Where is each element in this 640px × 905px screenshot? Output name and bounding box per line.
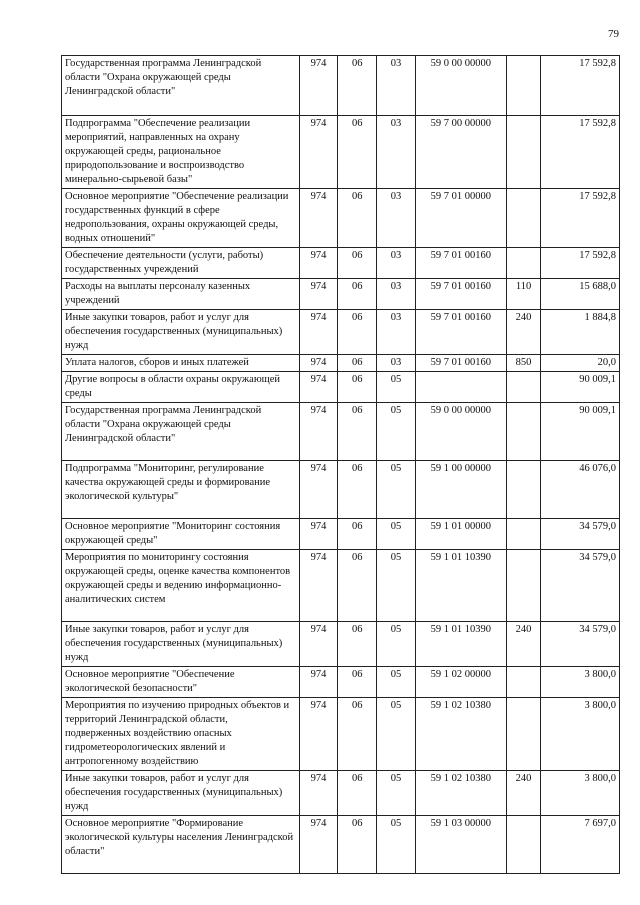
row-subsection-cell: 05: [377, 519, 416, 550]
row-subsection-cell: 03: [377, 116, 416, 189]
row-grbs-cell: 974: [299, 698, 338, 771]
table-row: [62, 116, 620, 189]
row-section-cell: 06: [338, 698, 377, 771]
row-name-cell: Основное мероприятие "Формирование экологической культуры населения Ленинградской области": [62, 816, 300, 874]
row-subsection-cell: 05: [377, 771, 416, 816]
row-amount-cell: 17 592,8: [541, 189, 620, 248]
row-amount-cell: 17 592,8: [541, 116, 620, 189]
row-section-cell: 06: [338, 279, 377, 310]
table-row: [62, 189, 620, 248]
table-row: [62, 372, 620, 403]
row-name-cell: Основное мероприятие "Обеспечение экологической безопасности": [62, 667, 300, 698]
row-expense-type-cell: 240: [506, 771, 541, 816]
row-expense-type-cell: [506, 116, 541, 189]
table-row: [62, 355, 620, 372]
row-name-cell: Подпрограмма "Обеспечение реализации мероприятий, направленных на охрану окружающей среды, рациональное природопользование и воспроизводство минерально-сырьевой базы": [62, 116, 300, 189]
row-target-article-cell: 59 1 01 00000: [415, 519, 506, 550]
row-name-cell: Мероприятия по изучению природных объектов и территорий Ленинградской области, подверженных воздействию опасных гидрометеорологических явлений и антропогенному воздействию: [62, 698, 300, 771]
row-expense-type-cell: [506, 372, 541, 403]
table-row: [62, 771, 620, 816]
page-number: 79: [608, 28, 619, 40]
row-amount-cell: 34 579,0: [541, 519, 620, 550]
row-grbs-cell: 974: [299, 519, 338, 550]
row-amount-cell: 15 688,0: [541, 279, 620, 310]
row-section-cell: 06: [338, 372, 377, 403]
row-section-cell: 06: [338, 519, 377, 550]
row-target-article-cell: 59 0 00 00000: [415, 403, 506, 461]
row-expense-type-cell: 240: [506, 622, 541, 667]
row-target-article-cell: 59 1 02 00000: [415, 667, 506, 698]
row-grbs-cell: 974: [299, 189, 338, 248]
row-amount-cell: 3 800,0: [541, 698, 620, 771]
row-expense-type-cell: [506, 248, 541, 279]
row-amount-cell: 20,0: [541, 355, 620, 372]
row-target-article-cell: 59 7 01 00160: [415, 310, 506, 355]
row-expense-type-cell: [506, 550, 541, 622]
row-grbs-cell: 974: [299, 771, 338, 816]
table-row: [62, 816, 620, 874]
row-expense-type-cell: [506, 403, 541, 461]
row-grbs-cell: 974: [299, 310, 338, 355]
row-target-article-cell: 59 7 00 00000: [415, 116, 506, 189]
row-section-cell: 06: [338, 403, 377, 461]
row-name-cell: Расходы на выплаты персоналу казенных учреждений: [62, 279, 300, 310]
row-section-cell: 06: [338, 771, 377, 816]
row-subsection-cell: 05: [377, 550, 416, 622]
table-row: [62, 667, 620, 698]
row-grbs-cell: 974: [299, 403, 338, 461]
row-amount-cell: 3 800,0: [541, 667, 620, 698]
row-name-cell: Подпрограмма "Мониторинг, регулирование качества окружающей среды и формирование экологической культуры": [62, 461, 300, 519]
table-row: [62, 461, 620, 519]
row-amount-cell: 34 579,0: [541, 550, 620, 622]
row-name-cell: Иные закупки товаров, работ и услуг для обеспечения государственных (муниципальных) нужд: [62, 310, 300, 355]
row-subsection-cell: 03: [377, 56, 416, 116]
row-grbs-cell: 974: [299, 355, 338, 372]
row-section-cell: 06: [338, 248, 377, 279]
row-section-cell: 06: [338, 816, 377, 874]
row-expense-type-cell: 850: [506, 355, 541, 372]
row-name-cell: Уплата налогов, сборов и иных платежей: [62, 355, 300, 372]
table-row: [62, 622, 620, 667]
row-subsection-cell: 05: [377, 372, 416, 403]
row-name-cell: Обеспечение деятельности (услуги, работы) государственных учреждений: [62, 248, 300, 279]
row-target-article-cell: 59 1 02 10380: [415, 698, 506, 771]
row-expense-type-cell: [506, 698, 541, 771]
row-name-cell: Иные закупки товаров, работ и услуг для обеспечения государственных (муниципальных) нужд: [62, 622, 300, 667]
row-subsection-cell: 03: [377, 310, 416, 355]
row-subsection-cell: 03: [377, 279, 416, 310]
row-target-article-cell: 59 1 01 10390: [415, 622, 506, 667]
row-name-cell: Другие вопросы в области охраны окружающей среды: [62, 372, 300, 403]
table-row: [62, 403, 620, 461]
row-name-cell: Государственная программа Ленинградской области "Охрана окружающей среды Ленинградской области": [62, 403, 300, 461]
row-target-article-cell: [415, 372, 506, 403]
row-target-article-cell: 59 7 01 00160: [415, 279, 506, 310]
row-name-cell: Основное мероприятие "Обеспечение реализации государственных функций в сфере недропользования, охраны окружающей среды, водных отношений": [62, 189, 300, 248]
row-grbs-cell: 974: [299, 622, 338, 667]
row-amount-cell: 90 009,1: [541, 372, 620, 403]
row-subsection-cell: 05: [377, 403, 416, 461]
row-amount-cell: 7 697,0: [541, 816, 620, 874]
row-section-cell: 06: [338, 622, 377, 667]
row-subsection-cell: 05: [377, 816, 416, 874]
row-expense-type-cell: [506, 519, 541, 550]
row-expense-type-cell: [506, 667, 541, 698]
row-subsection-cell: 03: [377, 189, 416, 248]
row-grbs-cell: 974: [299, 372, 338, 403]
row-name-cell: Иные закупки товаров, работ и услуг для обеспечения государственных (муниципальных) нужд: [62, 771, 300, 816]
row-section-cell: 06: [338, 550, 377, 622]
row-amount-cell: 17 592,8: [541, 248, 620, 279]
budget-table-body: [62, 56, 620, 874]
row-subsection-cell: 05: [377, 461, 416, 519]
row-name-cell: Мероприятия по мониторингу состояния окружающей среды, оценке качества компонентов окружающей среды и ведению информационно-аналитических систем: [62, 550, 300, 622]
row-expense-type-cell: 110: [506, 279, 541, 310]
row-amount-cell: 3 800,0: [541, 771, 620, 816]
row-section-cell: 06: [338, 355, 377, 372]
row-expense-type-cell: [506, 189, 541, 248]
table-row: [62, 248, 620, 279]
table-row: [62, 550, 620, 622]
row-subsection-cell: 05: [377, 667, 416, 698]
row-grbs-cell: 974: [299, 667, 338, 698]
row-target-article-cell: 59 1 01 10390: [415, 550, 506, 622]
row-section-cell: 06: [338, 56, 377, 116]
row-grbs-cell: 974: [299, 279, 338, 310]
row-name-cell: Основное мероприятие "Мониторинг состояния окружающей среды": [62, 519, 300, 550]
row-amount-cell: 17 592,8: [541, 56, 620, 116]
row-target-article-cell: 59 1 02 10380: [415, 771, 506, 816]
row-grbs-cell: 974: [299, 550, 338, 622]
row-target-article-cell: 59 7 01 00160: [415, 355, 506, 372]
row-amount-cell: 90 009,1: [541, 403, 620, 461]
row-section-cell: 06: [338, 667, 377, 698]
row-target-article-cell: 59 0 00 00000: [415, 56, 506, 116]
table-row: [62, 698, 620, 771]
table-row: [62, 56, 620, 116]
row-expense-type-cell: [506, 816, 541, 874]
row-expense-type-cell: 240: [506, 310, 541, 355]
row-grbs-cell: 974: [299, 116, 338, 189]
row-grbs-cell: 974: [299, 816, 338, 874]
row-grbs-cell: 974: [299, 56, 338, 116]
row-subsection-cell: 03: [377, 355, 416, 372]
row-grbs-cell: 974: [299, 461, 338, 519]
budget-table: [61, 55, 620, 874]
row-amount-cell: 46 076,0: [541, 461, 620, 519]
row-section-cell: 06: [338, 310, 377, 355]
table-row: [62, 310, 620, 355]
row-target-article-cell: 59 7 01 00160: [415, 248, 506, 279]
row-subsection-cell: 03: [377, 248, 416, 279]
row-section-cell: 06: [338, 189, 377, 248]
row-target-article-cell: 59 1 00 00000: [415, 461, 506, 519]
row-subsection-cell: 05: [377, 698, 416, 771]
row-section-cell: 06: [338, 116, 377, 189]
row-subsection-cell: 05: [377, 622, 416, 667]
table-row: [62, 519, 620, 550]
row-amount-cell: 34 579,0: [541, 622, 620, 667]
row-expense-type-cell: [506, 56, 541, 116]
row-section-cell: 06: [338, 461, 377, 519]
row-expense-type-cell: [506, 461, 541, 519]
table-row: [62, 279, 620, 310]
row-target-article-cell: 59 7 01 00000: [415, 189, 506, 248]
row-grbs-cell: 974: [299, 248, 338, 279]
row-name-cell: Государственная программа Ленинградской области "Охрана окружающей среды Ленинградской области": [62, 56, 300, 116]
row-target-article-cell: 59 1 03 00000: [415, 816, 506, 874]
row-amount-cell: 1 884,8: [541, 310, 620, 355]
